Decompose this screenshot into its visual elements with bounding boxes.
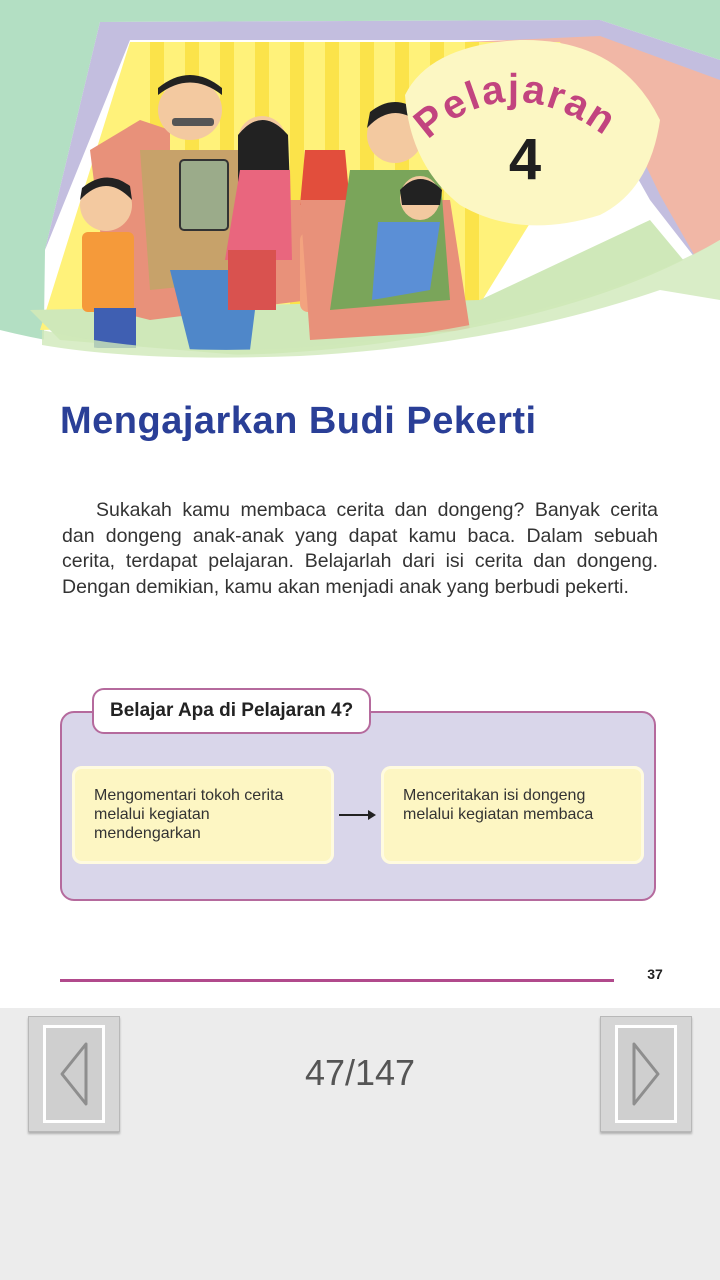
next-page-button[interactable] [600, 1016, 692, 1132]
footer-rule [60, 979, 614, 982]
lesson-intro: Sukakah kamu membaca cerita dan dongeng? Banyak cerita dan dongeng anak-anak yang dapat kamu baca. Dalam sebuah cerita, terdapat pelajaran. Belajarlah dari isi cerita dan dongeng. Dengan demikian, kamu akan menjadi anak yang berbudi pekerti. [62, 499, 658, 598]
previous-page-button[interactable] [28, 1016, 120, 1132]
objective-card: Mengomentari tokoh cerita melalui kegiatan mendengarkan [72, 766, 334, 864]
page-counter: 47/147 [304, 1052, 416, 1093]
objective-card: Menceritakan isi dongeng melalui kegiatan membaca [381, 766, 644, 864]
chevron-right-icon [615, 1025, 677, 1123]
chapter-badge [0, 0, 720, 260]
chevron-left-icon [43, 1025, 105, 1123]
chapter-label: Pelajaran [405, 66, 625, 147]
objectives-heading: Belajar Apa di Pelajaran 4? [92, 688, 371, 734]
page-number: 37 [647, 966, 663, 982]
arrow-right-icon [338, 808, 378, 822]
lesson-title: Mengajarkan Budi Pekerti [60, 400, 537, 442]
chapter-number: 4 [508, 127, 542, 192]
